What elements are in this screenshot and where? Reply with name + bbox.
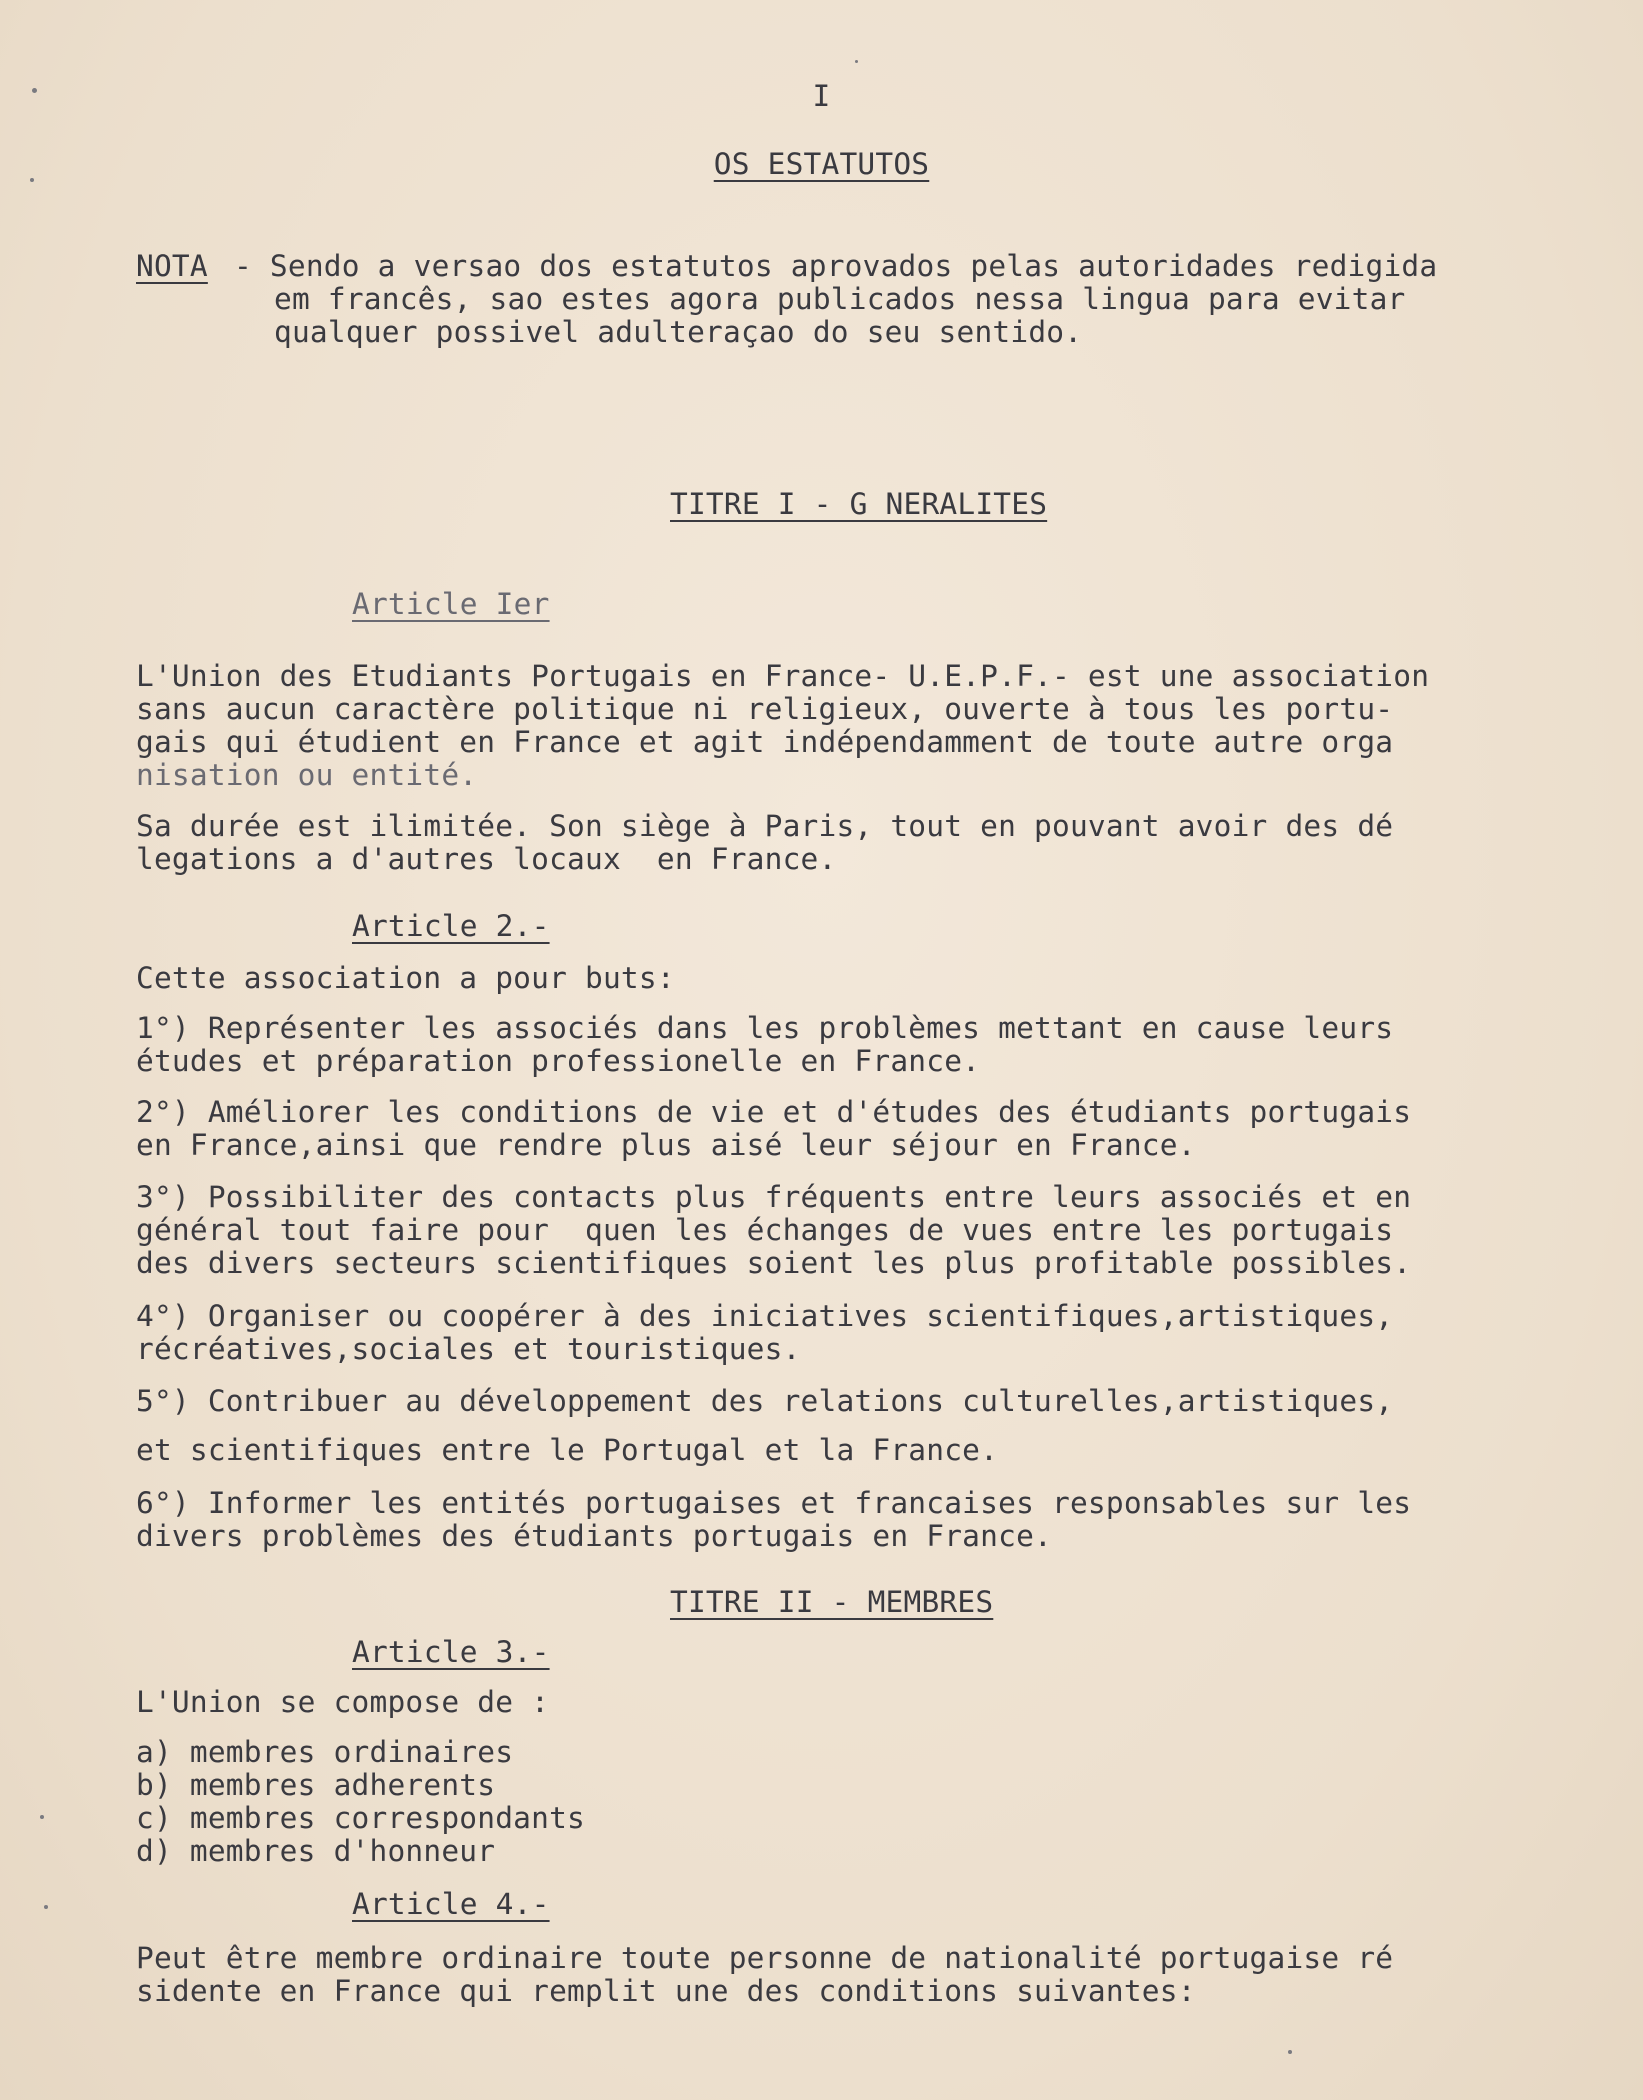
section-title: OS ESTATUTOS <box>713 147 930 181</box>
list-item-line: des divers secteurs scientifiques soient les plus profitable possibles. <box>136 1246 1412 1280</box>
list-item: b) membres adherents <box>136 1768 496 1802</box>
list-item-line: études et préparation professionelle en France. <box>136 1044 981 1078</box>
article-3-heading: Article 3.- <box>352 1635 550 1669</box>
list-item-line: 6°) Informer les entités portugaises et francaises responsables sur les <box>136 1486 1412 1520</box>
paper-speck <box>40 1815 44 1819</box>
paragraph-line: sans aucun caractère politique ni religieux, ouverte à tous les portu- <box>136 692 1394 726</box>
list-item: c) membres correspondants <box>136 1801 586 1835</box>
paragraph-line: Peut être membre ordinaire toute personne de nationalité portugaise ré <box>136 1941 1394 1975</box>
nota-line: qualquer possivel adulteraçao do seu sentido. <box>274 315 1083 349</box>
paragraph-line: nisation ou entité. <box>136 758 478 792</box>
nota-label: NOTA <box>136 249 208 283</box>
paragraph-line: Sa durée est ilimitée. Son siège à Paris, tout en pouvant avoir des dé <box>136 809 1394 843</box>
article-3-intro: L'Union se compose de : <box>136 1685 550 1719</box>
article-2-intro: Cette association a pour buts: <box>136 961 675 995</box>
titre-2-heading: TITRE II - MEMBRES <box>670 1585 994 1619</box>
list-item-line: et scientifiques entre le Portugal et la France. <box>136 1433 999 1467</box>
titre-1-heading: TITRE I - G NERALITES <box>670 487 1048 521</box>
list-item-line: 3°) Possibiliter des contacts plus fréquents entre leurs associés et en <box>136 1180 1412 1214</box>
list-item-line: en France,ainsi que rendre plus aisé leur séjour en France. <box>136 1128 1196 1162</box>
paragraph-line: gais qui étudient en France et agit indépendamment de toute autre orga <box>136 725 1394 759</box>
paper-speck <box>32 88 37 93</box>
paragraph-line: L'Union des Etudiants Portugais en France- U.E.P.F.- est une association <box>136 659 1430 693</box>
article-2-heading: Article 2.- <box>352 909 550 943</box>
list-item-line: 1°) Représenter les associés dans les problèmes mettant en cause leurs <box>136 1011 1394 1045</box>
paper-speck <box>44 1905 48 1909</box>
list-item-line: 2°) Améliorer les conditions de vie et d'études des étudiants portugais <box>136 1095 1412 1129</box>
list-item: a) membres ordinaires <box>136 1735 514 1769</box>
paragraph-line: sidente en France qui remplit une des conditions suivantes: <box>136 1974 1196 2008</box>
list-item-line: 4°) Organiser ou coopérer à des iniciatives scientifiques,artistiques, <box>136 1299 1394 1333</box>
list-item-line: divers problèmes des étudiants portugais en France. <box>136 1519 1052 1553</box>
paper-speck <box>1288 2050 1292 2054</box>
list-item-line: 5°) Contribuer au développement des relations culturelles,artistiques, <box>136 1384 1394 1418</box>
list-item-line: récréatives,sociales et touristiques. <box>136 1332 801 1366</box>
paragraph-line: legations a d'autres locaux en France. <box>136 842 837 876</box>
list-item: d) membres d'honneur <box>136 1834 496 1868</box>
paper-speck <box>855 60 858 63</box>
nota-line: em francês, sao estes agora publicados nessa lingua para evitar <box>274 282 1406 316</box>
article-4-heading: Article 4.- <box>352 1887 550 1921</box>
page-number: I <box>812 79 831 113</box>
nota-line: - Sendo a versao dos estatutos aprovados pelas autoridades redigida <box>234 249 1438 283</box>
paper-speck <box>30 178 34 182</box>
list-item-line: général tout faire pour quen les échanges de vues entre les portugais <box>136 1213 1394 1247</box>
article-1-heading: Article Ier <box>352 587 550 621</box>
